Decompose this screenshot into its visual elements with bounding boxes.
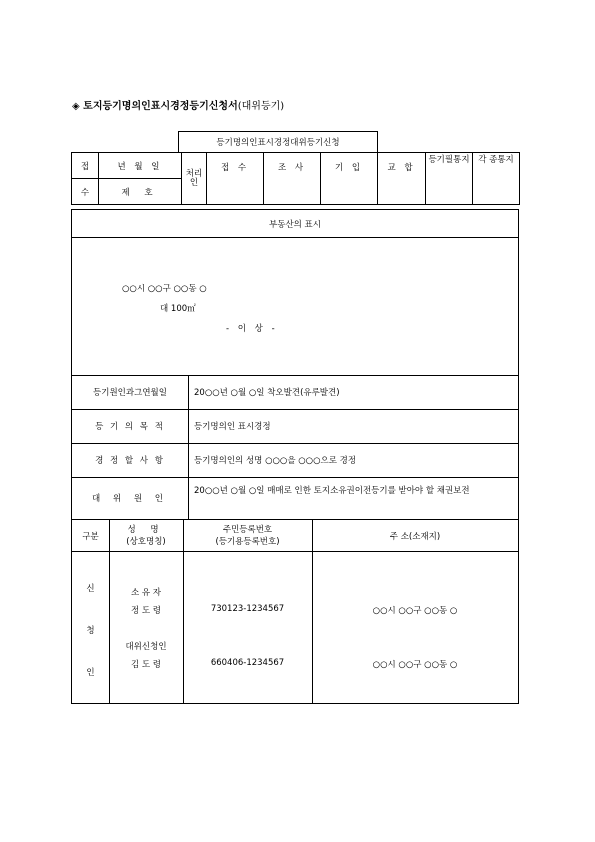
- row-label-cause: 등기원인과그연월일: [93, 388, 167, 398]
- row-label-purpose: 등 기 의 목 적: [95, 422, 165, 432]
- receipt-jeop: 접: [72, 153, 99, 179]
- receipt-jeopsu: 접 수: [207, 153, 264, 205]
- receipt-table: [178, 131, 378, 153]
- property-header: 부동산의 표시: [269, 220, 321, 230]
- receipt-ymd: 년 월 일: [99, 153, 182, 179]
- row-label-subrogation: 대 위 원 인: [92, 494, 168, 504]
- receipt-giip: 기 입: [321, 153, 378, 205]
- receipt-su: 수: [72, 179, 99, 205]
- applicant-name: 김 도 령: [130, 660, 162, 670]
- receipt-header: 등기명의인표시경정대위등기신청: [179, 132, 378, 153]
- receipt-grid: [71, 152, 520, 205]
- property-end: - 이 상 -: [226, 324, 278, 334]
- property-area: 대 100㎡: [160, 304, 196, 314]
- row-value-correction: 등기명의인의 성명 ○○○을 ○○○으로 경정: [194, 456, 357, 466]
- applicant-id: 730123-1234567: [210, 604, 285, 614]
- row-label-correction: 경 정 할 사 항: [95, 456, 165, 466]
- document-title: [72, 97, 284, 112]
- applicant-addr: ○○시 ○○구 ○○동 ○: [372, 606, 458, 616]
- receipt-gakjong: 각 종통지: [473, 153, 520, 205]
- row-value-subrogation: 20○○년 ○월 ○일 매매로 인한 토지소유권이전등기를 받아야 할 채권보전: [194, 486, 470, 496]
- applicant-id: 660406-1234567: [210, 658, 285, 668]
- receipt-jeho: 제 호: [99, 179, 182, 205]
- applicant-addr: ○○시 ○○구 ○○동 ○: [372, 660, 458, 670]
- applicant-side-1: 신: [86, 584, 95, 594]
- title-main: ◈ 토지등기명의인표시경정등기신청서: [72, 101, 238, 112]
- title-sub: (대위등기): [237, 101, 285, 112]
- applicant-side-2: 청: [86, 626, 95, 636]
- row-value-purpose: 등기명의인 표시경정: [194, 422, 271, 432]
- applicant-col-gubun: 구분: [82, 532, 99, 542]
- applicant-col-id-sub: (등기용등록번호): [215, 537, 280, 547]
- applicant-col-name: 성 명: [127, 525, 165, 535]
- application-form: [71, 209, 519, 704]
- applicant-col-id: 주민등록번호: [222, 525, 273, 535]
- applicant-col-addr: 주 소(소재지): [389, 532, 441, 542]
- applicant-role: 소 유 자: [130, 588, 162, 598]
- receipt-josa: 조 사: [264, 153, 321, 205]
- applicant-name: 정 도 령: [130, 606, 162, 616]
- applicant-role: 대위신청인: [125, 642, 167, 652]
- applicant-col-name-sub: (상호명칭): [126, 537, 166, 547]
- receipt-deunggi-pil: 등기필통지: [426, 153, 473, 205]
- property-address: ○○시 ○○구 ○○동 ○: [122, 284, 207, 294]
- receipt-gyohap: 교 합: [378, 153, 426, 205]
- applicant-side-3: 인: [86, 668, 95, 678]
- receipt-cheori: 처리인: [182, 153, 207, 205]
- row-value-cause: 20○○년 ○월 ○일 착오발견(유루발견): [194, 388, 340, 398]
